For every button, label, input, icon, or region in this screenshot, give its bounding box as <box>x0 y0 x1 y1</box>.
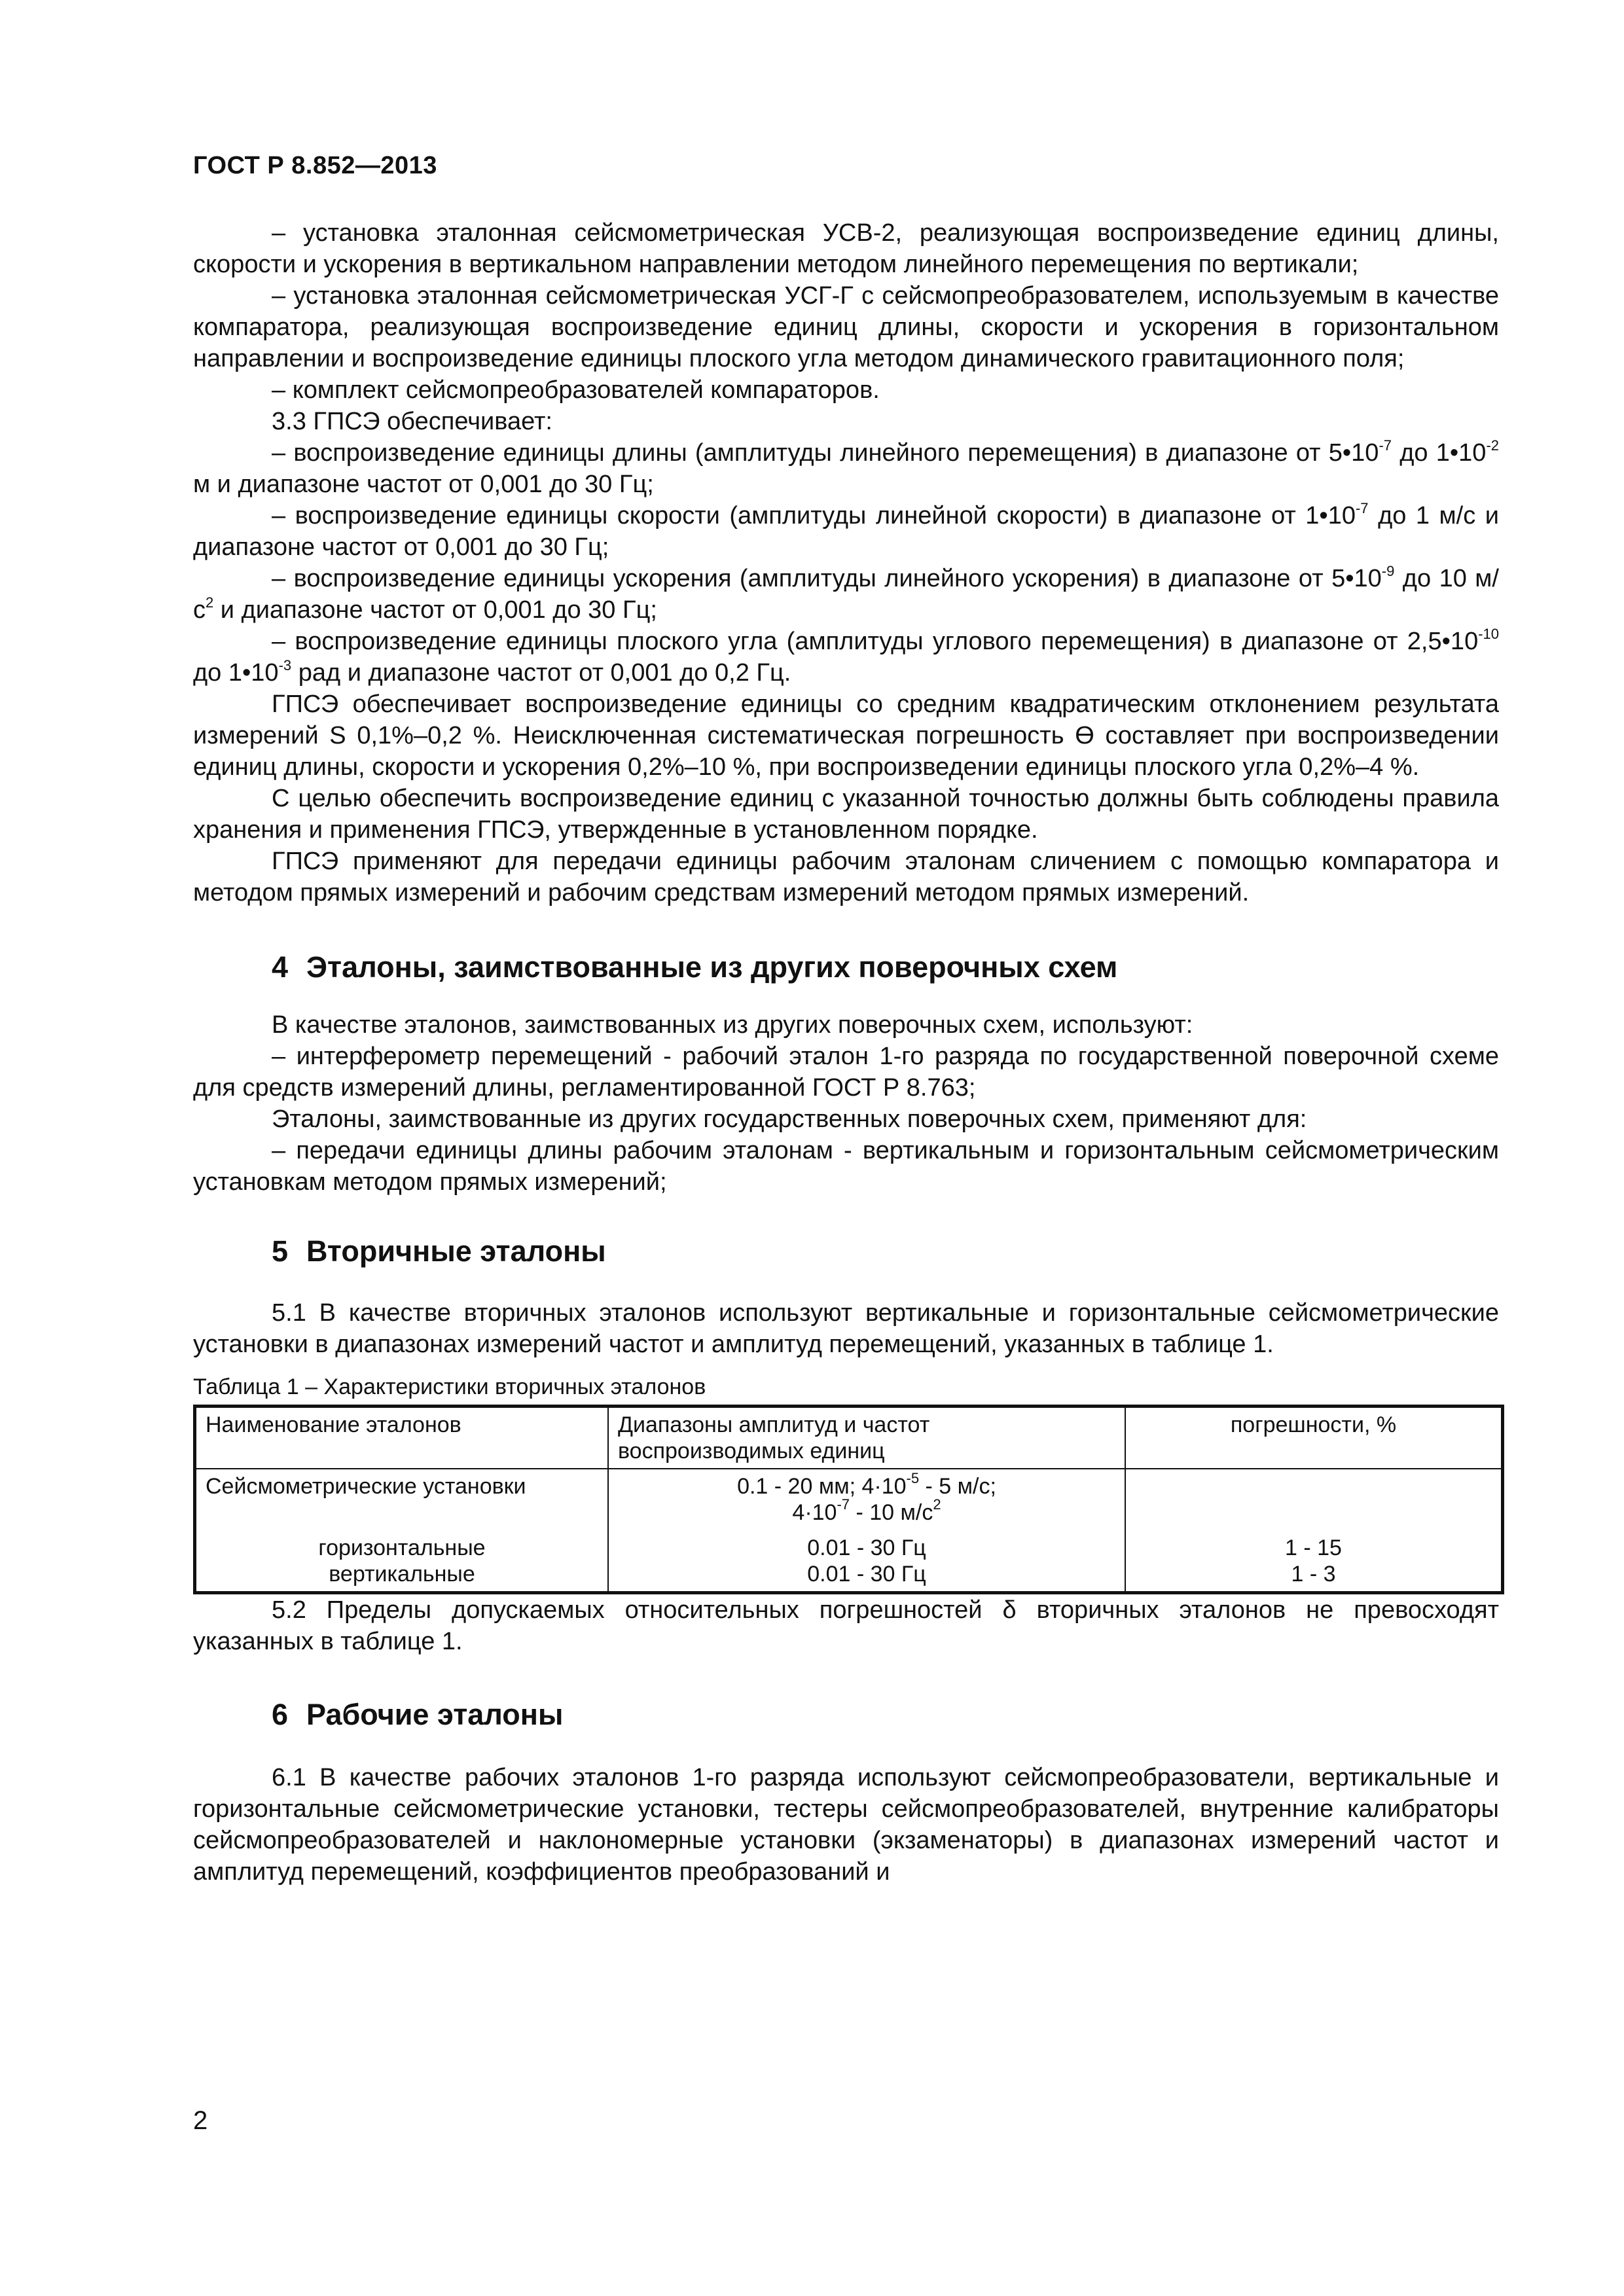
paragraph-5-2: 5.2 Пределы допускаемых относительных погрешностей δ вторичных эталонов не превосходят указанных в таблице 1. <box>193 1596 1499 1655</box>
table-caption: Таблица 1 – Характеристики вторичных эталонов <box>193 1374 706 1399</box>
paragraph-storage-rules: С целью обеспечить воспроизведение единиц с указанной точностью должны быть соблюдены правила хранения и применения ГПСЭ, утвержденные в установленном порядке. <box>193 785 1499 844</box>
paragraph-6-1: 6.1 В качестве рабочих эталонов 1-го разряда используют сейсмопреобразователи, вертикальные и горизонтальные сейсмометрические установки, тестеры сейсмопреобразователей, внутренние калибраторы сейсмопреобразователей и наклономерные установки (экзаменаторы) в диапазонах измерений частот и амплитуд перемещений, коэффициентов преобразований и <box>193 1764 1499 1886</box>
paragraph-usgg: – установка эталонная сейсмометрическая УСГ-Г с сейсмопреобразователем, используемым в качестве компаратора, реализующая воспроизведение единиц длины, скорости и ускорения в горизонтальном направлении и воспроизведение единицы плоского угла методом динамического гравитационного поля; <box>193 282 1499 372</box>
paragraph-accuracy: ГПСЭ обеспечивает воспроизведение единицы со средним квадратическим отклонением результата измерений S 0,1%–0,2 %. Неисключенная систематическая погрешность Ө составляет при воспроизведении единиц длины, скорости и ускорения 0,2%–10 %, при воспроизведении единицы плоского угла 0,2%–4 %. <box>193 691 1499 781</box>
table-cell: вертикальные <box>195 1561 609 1593</box>
secondary-standards-table <box>193 1405 1504 1594</box>
paragraph-kit: – комплект сейсмопреобразователей компараторов. <box>272 376 880 404</box>
table-cell: 0.01 - 30 Гц <box>608 1535 1125 1561</box>
paragraph-4-4: – передачи единицы длины рабочим эталонам - вертикальным и горизонтальным сейсмометрическим установкам методом прямых измерений; <box>193 1137 1499 1196</box>
paragraph-4-2: – интерферометр перемещений - рабочий эталон 1-го разряда по государственной поверочной схеме для средств измерений длины, регламентированной ГОСТ Р 8.763; <box>193 1043 1499 1102</box>
paragraph-transfer: ГПСЭ применяют для передачи единицы рабочим эталонам сличением с помощью компаратора и методом прямых измерений и рабочим средствам измерений методом прямых измерений. <box>193 848 1499 906</box>
paragraph-usv2: – установка эталонная сейсмометрическая УСВ-2, реализующая воспроизведение единиц длины, скорости и ускорения в вертикальном направлении методом линейного перемещения по вертикали; <box>193 219 1499 278</box>
table-header-error: погрешности, % <box>1125 1407 1503 1469</box>
paragraph-5-1: 5.1 В качестве вторичных эталонов используют вертикальные и горизонтальные сейсмометрические установки в диапазонах измерений частот и амплитуд перемещений, указанных в таблице 1. <box>193 1299 1499 1358</box>
table-row <box>195 1469 1503 1535</box>
section-5-heading: 5 Вторичные эталоны <box>272 1234 606 1268</box>
table-cell: Сейсмометрические установки <box>195 1469 609 1535</box>
table-header-name: Наименование эталонов <box>195 1407 609 1469</box>
paragraph-length-range: – воспроизведение единицы длины (амплитуды линейного перемещения) в диапазоне от $5•10^{-7}$ до $1•10^{-2}$ м и диапазоне частот от 0,001 до 30 Гц; <box>193 437 1499 498</box>
table-cell: 1 - 15 <box>1125 1535 1503 1561</box>
paragraph-4-1: В качестве эталонов, заимствованных из других поверочных схем, используют: <box>272 1011 1193 1039</box>
table-cell: 1 - 3 <box>1125 1561 1503 1593</box>
table-row <box>195 1561 1503 1593</box>
document-header: ГОСТ Р 8.852—2013 <box>193 152 437 179</box>
table-header-ranges: Диапазоны амплитуд и частот воспроизводимых единиц <box>608 1407 1125 1469</box>
section-6-heading: 6 Рабочие эталоны <box>272 1698 564 1731</box>
paragraph-acceleration-range: – воспроизведение единицы ускорения (амплитуды линейного ускорения) в диапазоне от $5•10^{-9}$ до 10 $м/с^2$ и диапазоне частот от 0,001 до 30 Гц; <box>193 563 1499 624</box>
paragraph-angle-range: – воспроизведение единицы плоского угла (амплитуды углового перемещения) в диапазоне от $2,5•10^{-10}$ до $1•10^{-3}$ рад и диапазоне частот от 0,001 до 0,2 Гц. <box>193 626 1499 687</box>
table-cell <box>1125 1469 1503 1535</box>
document-body <box>193 217 1499 1888</box>
table-cell: 0.1 - 20 мм; $4\cdot 10^{-5} - 5$ м/с; $4\cdot 10^{-7} - 10$ $м/с^2$ <box>608 1469 1125 1535</box>
page-number: 2 <box>193 2106 208 2135</box>
table-cell: горизонтальные <box>195 1535 609 1561</box>
table-cell: 0.01 - 30 Гц <box>608 1561 1125 1593</box>
paragraph-velocity-range: – воспроизведение единицы скорости (амплитуды линейной скорости) в диапазоне от $1•10^{-7}$ до 1 м/с и диапазоне частот от 0,001 до 30 Гц; <box>193 500 1499 561</box>
paragraph-3-3-lead: 3.3 ГПСЭ обеспечивает: <box>272 408 552 435</box>
table-row <box>195 1535 1503 1561</box>
table-header-row <box>195 1407 1503 1469</box>
paragraph-4-3: Эталоны, заимствованные из других государственных поверочных схем, применяют для: <box>272 1105 1307 1133</box>
section-4-heading: 4 Эталоны, заимствованные из других поверочных схем <box>272 950 1118 984</box>
